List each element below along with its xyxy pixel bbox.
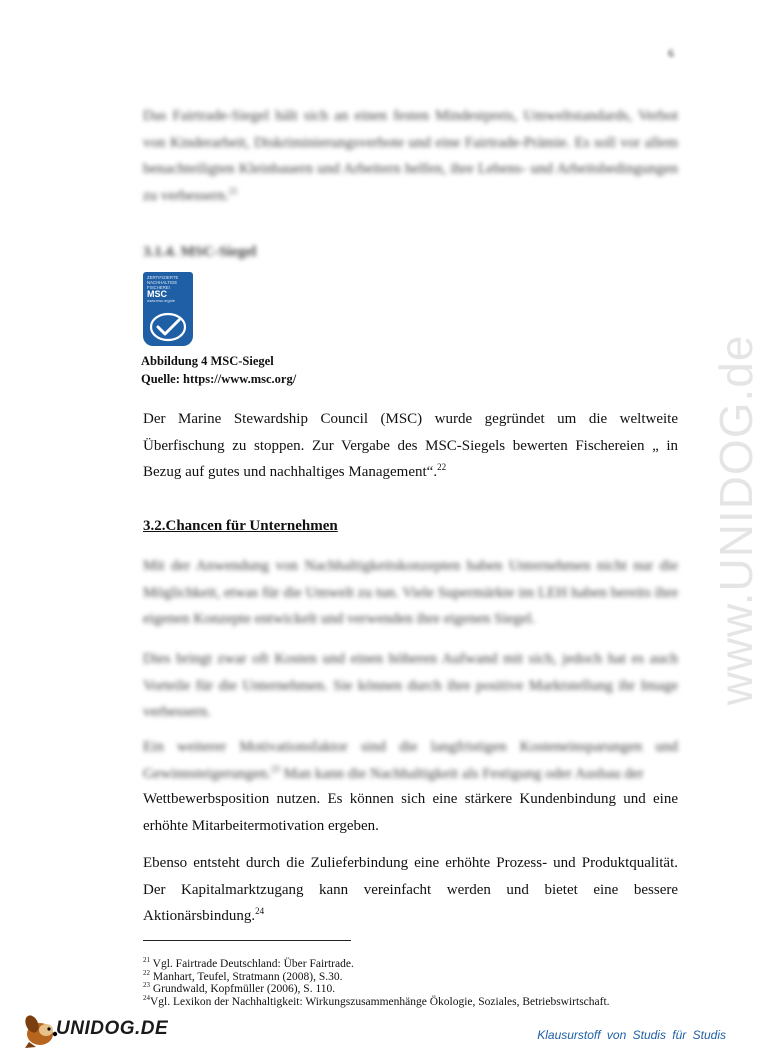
zuliefer-paragraph xyxy=(143,850,678,930)
footnote-text-21: Vgl. Fairtrade Deutschland: Über Fairtrade. xyxy=(150,958,354,970)
blurred-paragraph-2: Mit der Anwendung von Nachhaltigkeitskonzepten haben Unternehmen nicht nur die Möglichkeit, etwas für die Umwelt zu tun. Viele Supermärkte im LEH haben bereits ihre eigenen Konzepte entwickelt und verwenden ihre eigenen Siegel. xyxy=(143,558,678,627)
footnote-ref-24: 24 xyxy=(255,906,265,916)
tagline: Klausurstoff von Studis für Studis xyxy=(537,1028,726,1042)
brand-name: UNIDOG.DE xyxy=(56,1018,169,1039)
footnote-22 xyxy=(143,968,610,984)
page-number: 6 xyxy=(668,46,674,60)
msc-logo-url: www.msc.org/de xyxy=(147,299,175,303)
footnote-num-24: 24 xyxy=(143,993,150,1002)
footnote-ref-23: 23 xyxy=(270,763,280,774)
msc-logo-line3: FISCHEREI xyxy=(147,285,170,290)
msc-subsection-heading: 3.1.4. MSC-Siegel xyxy=(143,244,257,260)
blurred-fairtrade-paragraph xyxy=(143,103,678,209)
footnote-text-22: Manhart, Teufel, Stratmann (2008), S.30. xyxy=(150,970,343,983)
blurred-paragraph-3: Dies bringt zwar oft Kosten und einen höheren Aufwand mit sich, jedoch hat es auch Vorteile für die Unternehmen. Sie können durch ihre positive Marktstellung ihr Image verbessern. xyxy=(143,651,678,720)
footnote-21 xyxy=(143,958,610,971)
msc-logo-line2: NACHHALTIGE xyxy=(147,280,178,285)
blurred-paragraph-4-text-a: Ein weiterer Motivationsfaktor sind die langfristigen Kosteneinsparungen und Gewinnsteigerungen. xyxy=(143,739,678,782)
footnote-text-24: Vgl. Lexikon der Nachhaltigkeit: Wirkungszusammenhänge Ökologie, Soziales, Betriebswirtschaft. xyxy=(150,995,610,1008)
msc-paragraph xyxy=(143,406,678,486)
footnote-ref-22: 22 xyxy=(437,462,447,472)
watermark: www.UNIDOG.de xyxy=(710,334,762,706)
blurred-fairtrade-text: Das Fairtrade-Siegel hält sich an einen festen Mindestpreis, Umweltstandards, Verbot von Kinderarbeit, Diskriminierungsverbote und eine Fairtrade-Prämie. Es soll vor allem benachteiligten Kleinbauern und Arbeitern helfen, ihre Lebens- und Arbeitsbedingungen zu verbessern. xyxy=(143,108,678,204)
wettbewerb-paragraph: Wettbewerbsposition nutzen. Es können sich eine stärkere Kundenbindung und eine erhöhte Mitarbeitermotivation ergeben. xyxy=(143,791,678,834)
footnote-separator xyxy=(143,940,351,941)
msc-paragraph-text: Der Marine Stewardship Council (MSC) wurde gegründet um die weltweite Überfischung zu stoppen. Zur Vergabe des MSC-Siegels bewerten Fischereien „ in Bezug auf gutes und nachhaltiges Management“. xyxy=(143,411,678,480)
footnote-24 xyxy=(143,993,610,1009)
msc-logo-brand: MSC xyxy=(147,289,167,299)
section-heading-chancen: 3.2.Chancen für Unternehmen xyxy=(143,518,338,534)
zuliefer-paragraph-text: Ebenso entsteht durch die Zulieferbindung eine erhöhte Prozess- und Produktqualität. Der Kapitalmarktzugang kann vereinfacht werden und bietet eine bessere Aktionärsbindung. xyxy=(143,855,678,924)
blurred-paragraph-4-text-b: Man kann die Nachhaltigkeit als Festigung oder Ausbau der xyxy=(279,765,644,782)
footnote-text-23: Grundwald, Kopfmüller (2006), S. 110. xyxy=(150,983,336,995)
footnote-ref-21: 21 xyxy=(228,185,238,196)
msc-logo xyxy=(143,272,193,346)
figure-caption: Abbildung 4 MSC-Siegel xyxy=(141,354,274,368)
blurred-paragraph-4 xyxy=(143,734,678,787)
footnote-23 xyxy=(143,983,610,996)
footnote-num-21: 21 xyxy=(143,956,150,965)
footnotes xyxy=(143,958,610,1008)
footnote-num-23: 23 xyxy=(143,981,150,990)
footnote-num-22: 22 xyxy=(143,968,150,977)
msc-fish-check-icon xyxy=(149,312,187,342)
figure-source: Quelle: https://www.msc.org/ xyxy=(141,372,297,386)
msc-logo-line1: ZERTIFIZIERTE xyxy=(147,275,179,280)
